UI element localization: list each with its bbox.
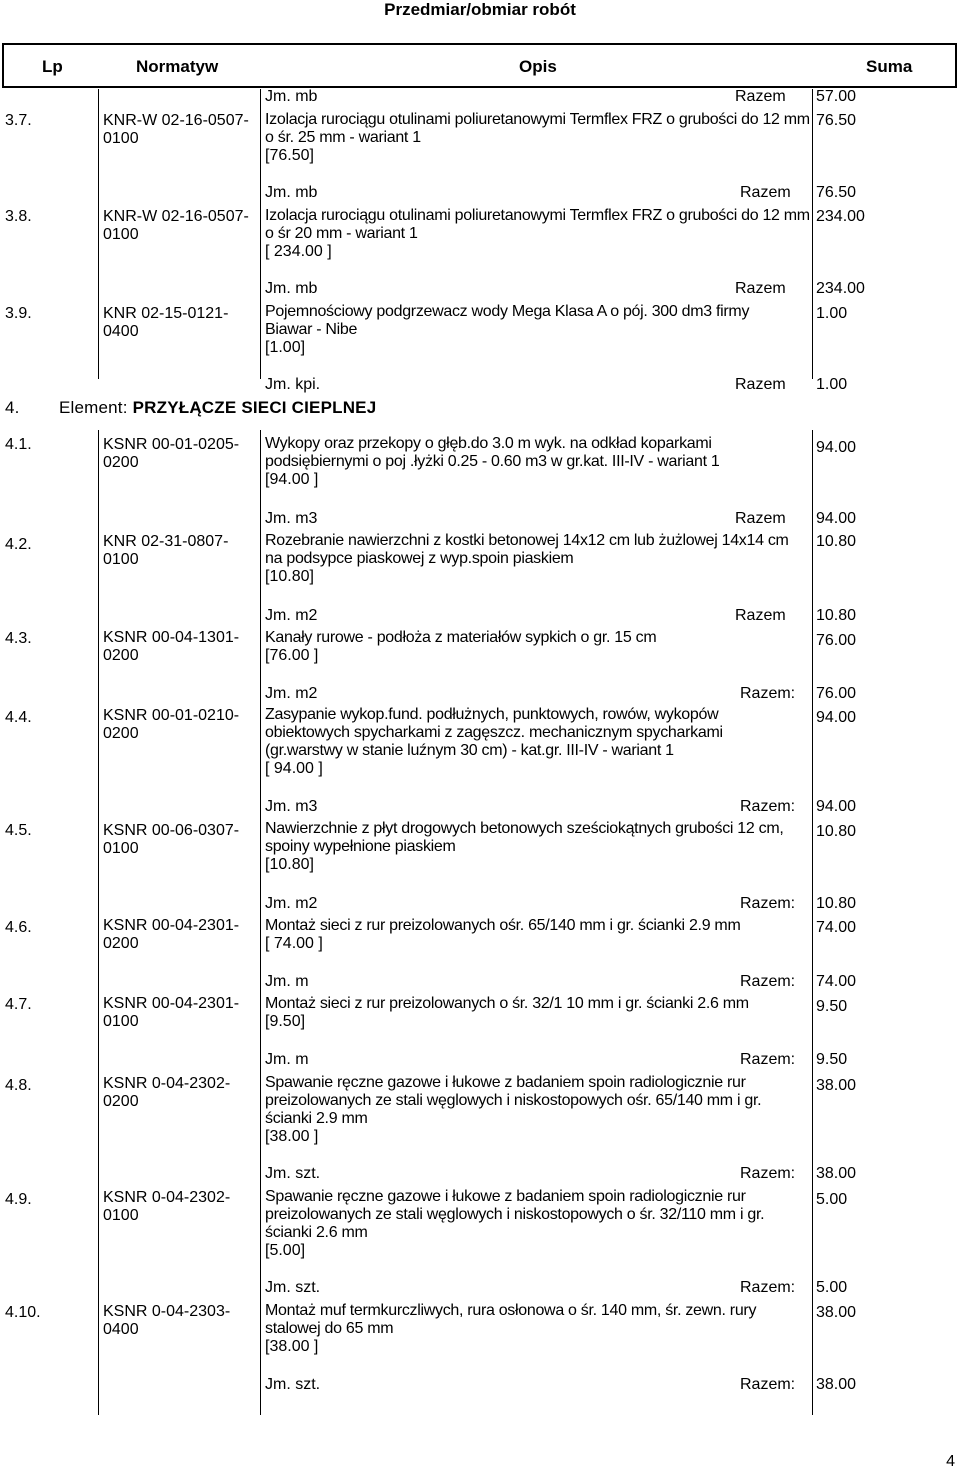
summary-value: 57.00 (816, 88, 857, 105)
item-suma: 94.00 (816, 439, 857, 456)
element-heading (5, 398, 376, 418)
item-razem-label: Razem (735, 376, 786, 393)
item-razem-value: 10.80 (816, 607, 857, 624)
item-calc: [38.00 ] (265, 1338, 319, 1355)
item-opis: Nawierzchnie z płyt drogowych betonowych sześciokątnych grubości 12 cm, spoiny wypełnione piaskiem (265, 820, 784, 855)
item-lp: 4.4. (5, 709, 32, 726)
item-calc: [76.00 ] (265, 647, 319, 664)
item-razem-value: 76.00 (816, 685, 857, 702)
item-razem-label: Razem (740, 184, 791, 201)
item-opis: Spawanie ręczne gazowe i łukowe z badaniem spoin radiologicznie rur preizolowanych ze stali węglowych i niskostopowych ośr. 65/140 mm i gr. ścianki 2.9 mm (265, 1074, 762, 1127)
column-divider (812, 430, 813, 1415)
element-prefix: 4. (5, 398, 20, 417)
item-jm: Jm. m3 (265, 798, 318, 815)
item-jm: Jm. szt. (265, 1279, 321, 1296)
item-razem-label: Razem: (740, 798, 796, 815)
item-jm: Jm. m2 (265, 685, 318, 702)
item-normatyw: KSNR 00-04-2301-0200 (103, 917, 240, 952)
item-razem-label: Razem: (740, 685, 796, 702)
element-name: PRZYŁĄCZE SIECI CIEPLNEJ (132, 398, 377, 417)
item-opis: Izolacja rurociągu otulinami poliuretanowymi Termflex FRZ o grubości do 12 mm o śr 20 mm - wariant 1 (265, 207, 810, 242)
item-razem-label: Razem (735, 607, 786, 624)
column-divider (98, 89, 99, 379)
item-calc: [ 234.00 ] (265, 243, 332, 260)
header-suma: Suma (866, 57, 913, 76)
item-opis: Kanały rurowe - podłoża z materiałów sypkich o gr. 15 cm (265, 629, 657, 646)
item-lp: 3.8. (5, 208, 32, 225)
page-title: Przedmiar/obmiar robót (384, 0, 576, 19)
item-razem-value: 38.00 (816, 1165, 857, 1182)
item-razem-label: Razem: (740, 1376, 796, 1393)
item-jm: Jm. m2 (265, 607, 318, 624)
item-normatyw: KSNR 0-04-2302-0200 (103, 1075, 231, 1110)
item-razem-value: 9.50 (816, 1051, 848, 1068)
item-suma: 5.00 (816, 1191, 848, 1208)
item-normatyw: KNR 02-31-0807-0100 (103, 533, 229, 568)
item-razem-value: 94.00 (816, 510, 857, 527)
item-razem-label: Razem (735, 280, 786, 297)
item-lp: 4.7. (5, 996, 32, 1013)
item-suma: 38.00 (816, 1304, 857, 1321)
item-lp: 4.2. (5, 536, 32, 553)
summary-razem: Razem (735, 88, 786, 105)
item-razem-value: 74.00 (816, 973, 857, 990)
item-razem-value: 234.00 (816, 280, 865, 297)
item-jm: Jm. m (265, 973, 309, 990)
item-jm: Jm. szt. (265, 1376, 321, 1393)
item-jm: Jm. m2 (265, 895, 318, 912)
page-number: 4 (946, 1453, 955, 1470)
item-normatyw: KNR 02-15-0121-0400 (103, 305, 229, 340)
item-lp: 4.3. (5, 630, 32, 647)
item-opis: Rozebranie nawierzchni z kostki betonowej 14x12 cm lub żużlowej 14x14 cm na podsypce piaskowej z wyp.spoin piaskiem (265, 532, 789, 567)
item-normatyw: KSNR 00-01-0210-0200 (103, 707, 240, 742)
item-opis: Izolacja rurociągu otulinami poliuretanowymi Termflex FRZ o grubości do 12 mm o śr. 25 mm - wariant 1 (265, 111, 810, 146)
item-calc: [76.50] (265, 147, 314, 164)
item-calc: [10.80] (265, 568, 314, 585)
item-suma: 76.00 (816, 632, 857, 649)
item-lp: 4.9. (5, 1191, 32, 1208)
item-razem-value: 38.00 (816, 1376, 857, 1393)
item-suma: 1.00 (816, 305, 848, 322)
item-calc: [5.00] (265, 1242, 306, 1259)
item-lp: 4.10. (5, 1304, 41, 1321)
item-lp: 4.1. (5, 436, 32, 453)
item-calc: [ 74.00 ] (265, 935, 323, 952)
item-opis: Zasypanie wykop.fund. podłużnych, punktowych, rowów, wykopów obiektowych spycharkami z zagęszcz. mechanicznym spycharkami (gr.warstwy w stanie luźnym 30 cm) - kat.gr. III-IV - wariant 1 (265, 706, 723, 759)
item-normatyw: KSNR 0-04-2302-0100 (103, 1189, 231, 1224)
item-lp: 3.7. (5, 112, 32, 129)
column-divider (260, 430, 261, 1415)
item-razem-value: 94.00 (816, 798, 857, 815)
item-razem-label: Razem: (740, 973, 796, 990)
item-calc: [38.00 ] (265, 1128, 319, 1145)
item-lp: 4.8. (5, 1077, 32, 1094)
item-calc: [9.50] (265, 1013, 306, 1030)
item-calc: [ 94.00 ] (265, 760, 323, 777)
item-normatyw: KSNR 00-04-1301-0200 (103, 629, 240, 664)
item-normatyw: KSNR 0-04-2303-0400 (103, 1303, 231, 1338)
item-opis: Wykopy oraz przekopy o głęb.do 3.0 m wyk. na odkład koparkami podsiębiernymi o poj .łyżki 0.25 - 0.60 m3 w gr.kat. III-IV - wariant 1 (265, 435, 720, 470)
column-divider (260, 89, 261, 379)
item-razem-value: 5.00 (816, 1279, 848, 1296)
item-suma: 94.00 (816, 709, 857, 726)
item-calc: [1.00] (265, 339, 306, 356)
item-jm: Jm. kpi. (265, 376, 321, 393)
item-suma: 38.00 (816, 1077, 857, 1094)
item-normatyw: KNR-W 02-16-0507-0100 (103, 112, 249, 147)
item-jm: Jm. mb (265, 184, 318, 201)
item-suma: 10.80 (816, 823, 857, 840)
item-normatyw: KSNR 00-04-2301-0100 (103, 995, 240, 1030)
item-suma: 76.50 (816, 112, 857, 129)
item-normatyw: KSNR 00-01-0205-0200 (103, 436, 240, 471)
column-divider (98, 430, 99, 1415)
item-razem-label: Razem: (740, 1279, 796, 1296)
item-normatyw: KSNR 00-06-0307-0100 (103, 822, 240, 857)
item-suma: 234.00 (816, 208, 865, 225)
item-razem-value: 76.50 (816, 184, 857, 201)
item-razem-label: Razem: (740, 895, 796, 912)
summary-jm: Jm. mb (265, 88, 318, 105)
header-opis: Opis (519, 57, 557, 76)
item-opis: Spawanie ręczne gazowe i łukowe z badaniem spoin radiologicznie rur preizolowanych ze stali węglowych i niskostopowych o śr. 32/110 mm i gr. ścianki 2.6 mm (265, 1188, 765, 1241)
item-opis: Montaż sieci z rur preizolowanych o śr. 32/1 10 mm i gr. ścianki 2.6 mm (265, 995, 749, 1012)
table-header (2, 43, 957, 88)
item-jm: Jm. mb (265, 280, 318, 297)
item-jm: Jm. m (265, 1051, 309, 1068)
item-lp: 3.9. (5, 305, 32, 322)
item-razem-label: Razem (735, 510, 786, 527)
header-normatyw: Normatyw (136, 57, 219, 76)
item-calc: [10.80] (265, 856, 314, 873)
element-label: Element: (58, 398, 128, 417)
item-calc: [94.00 ] (265, 471, 319, 488)
item-jm: Jm. m3 (265, 510, 318, 527)
header-lp: Lp (42, 57, 63, 76)
item-razem-label: Razem: (740, 1165, 796, 1182)
item-normatyw: KNR-W 02-16-0507-0100 (103, 208, 249, 243)
item-opis: Montaż sieci z rur preizolowanych ośr. 65/140 mm i gr. ścianki 2.9 mm (265, 917, 741, 934)
item-jm: Jm. szt. (265, 1165, 321, 1182)
item-lp: 4.5. (5, 822, 32, 839)
item-razem-value: 10.80 (816, 895, 857, 912)
item-opis: Pojemnościowy podgrzewacz wody Mega Klasa A o pój. 300 dm3 firmy Biawar - Nibe (265, 303, 750, 338)
item-opis: Montaż muf termkurczliwych, rura osłonowa o śr. 140 mm, śr. zewn. rury stalowej do 65 mm (265, 1302, 757, 1337)
item-lp: 4.6. (5, 919, 32, 936)
item-suma: 10.80 (816, 533, 857, 550)
item-razem-label: Razem: (740, 1051, 796, 1068)
item-suma: 74.00 (816, 919, 857, 936)
item-suma: 9.50 (816, 998, 848, 1015)
column-divider (812, 89, 813, 379)
item-razem-value: 1.00 (816, 376, 848, 393)
